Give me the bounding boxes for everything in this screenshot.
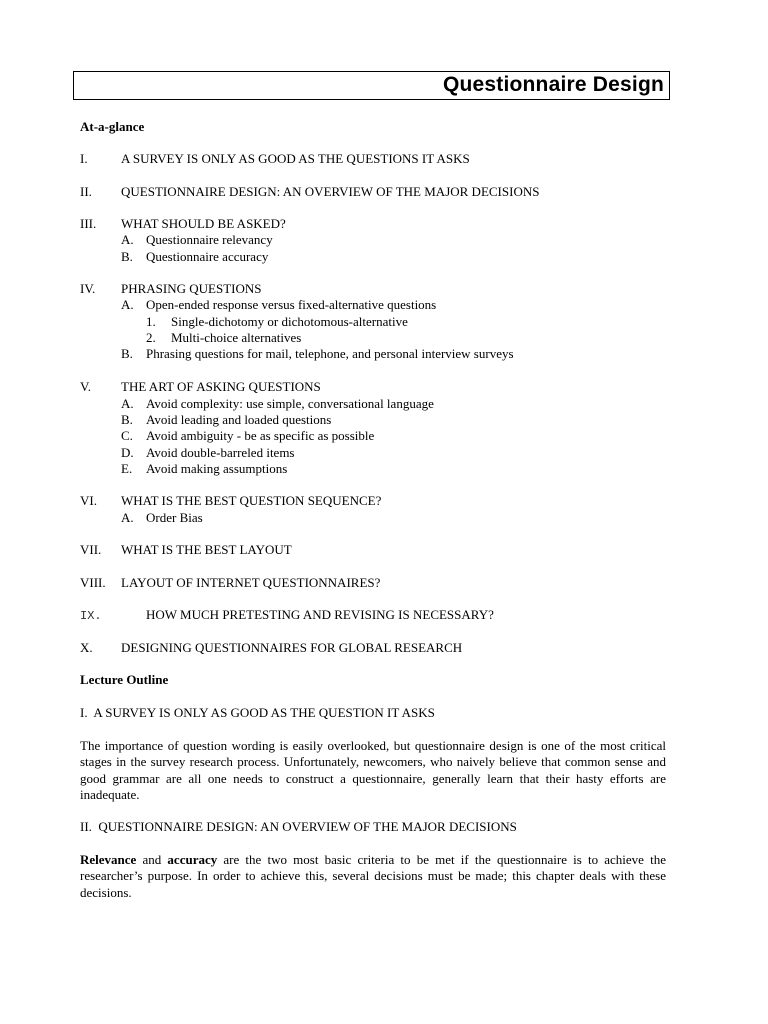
paragraph-text: are the two most basic criteria to be met if the questionnaire is to achieve the researcher’s purpose. In order to achieve this, several decisions must be made; this chapter deals with these decisions.: [80, 852, 666, 900]
sub-item-number: A.: [121, 510, 134, 525]
item-text: HOW MUCH PRETESTING AND REVISING IS NECESSARY?: [146, 607, 494, 622]
sub-sub-item-number: 2.: [146, 330, 156, 345]
section-1-heading: I. A SURVEY IS ONLY AS GOOD AS THE QUESTION IT ASKS: [80, 705, 435, 720]
sub-item-number: E.: [121, 461, 133, 476]
title-box: [73, 71, 670, 100]
sub-item-text: Avoid leading and loaded questions: [146, 412, 332, 427]
item-text: WHAT IS THE BEST LAYOUT: [121, 542, 292, 557]
sub-item-number: A.: [121, 297, 134, 312]
item-text: PHRASING QUESTIONS: [121, 281, 262, 296]
item-text: DESIGNING QUESTIONNAIRES FOR GLOBAL RESEARCH: [121, 640, 463, 655]
item-number: VIII.: [80, 575, 106, 590]
item-text: WHAT SHOULD BE ASKED?: [121, 216, 286, 231]
item-number: I.: [80, 151, 88, 166]
sub-item-number: D.: [121, 445, 134, 460]
item-number: VII.: [80, 542, 102, 557]
bold-term-relevance: Relevance: [80, 852, 137, 867]
sub-item-text: Order Bias: [146, 510, 203, 525]
sub-sub-item-text: Single-dichotomy or dichotomous-alternative: [171, 314, 408, 329]
sub-item-number: B.: [121, 346, 133, 361]
sub-item-number: B.: [121, 412, 133, 427]
sub-item-number: A.: [121, 232, 134, 247]
sub-item-number: B.: [121, 249, 133, 264]
item-text: WHAT IS THE BEST QUESTION SEQUENCE?: [121, 493, 382, 508]
sub-item-text: Avoid double-barreled items: [146, 445, 295, 460]
sub-item-number: A.: [121, 396, 134, 411]
sub-sub-item-number: 1.: [146, 314, 156, 329]
section-2-paragraph: [80, 852, 666, 901]
sub-item-number: C.: [121, 428, 133, 443]
sub-item-text: Avoid making assumptions: [146, 461, 288, 476]
sub-item-text: Phrasing questions for mail, telephone, and personal interview surveys: [146, 346, 514, 361]
item-number: IV.: [80, 281, 96, 296]
item-text: THE ART OF ASKING QUESTIONS: [121, 379, 321, 394]
sub-item-text: Open-ended response versus fixed-alternative questions: [146, 297, 437, 312]
sub-item-text: Avoid ambiguity - be as specific as possible: [146, 428, 375, 443]
item-number: II.: [80, 184, 92, 199]
item-number: VI.: [80, 493, 97, 508]
lecture-outline-heading: Lecture Outline: [80, 672, 169, 687]
sub-item-text: Avoid complexity: use simple, conversational language: [146, 396, 434, 411]
document-title: Questionnaire Design: [442, 73, 664, 96]
sub-item-text: Questionnaire accuracy: [146, 249, 269, 264]
item-text: A SURVEY IS ONLY AS GOOD AS THE QUESTIONS IT ASKS: [121, 151, 470, 166]
bold-term-accuracy: accuracy: [167, 852, 218, 867]
sub-sub-item-text: Multi-choice alternatives: [171, 330, 302, 345]
item-text: LAYOUT OF INTERNET QUESTIONNAIRES?: [121, 575, 381, 590]
item-number: IX.: [80, 609, 102, 623]
sub-item-text: Questionnaire relevancy: [146, 232, 273, 247]
item-number: X.: [80, 640, 93, 655]
paragraph-text: and: [136, 852, 168, 867]
item-number: V.: [80, 379, 91, 394]
item-text: QUESTIONNAIRE DESIGN: AN OVERVIEW OF THE MAJOR DECISIONS: [121, 184, 540, 199]
at-a-glance-heading: At-a-glance: [80, 119, 145, 134]
item-number: III.: [80, 216, 97, 231]
section-1-paragraph: The importance of question wording is easily overlooked, but questionnaire design is one of the most critical stages in the survey research process. Unfortunately, newcomers, who naively believe that common sense and good grammar are all one needs to construct a questionnaire, generally learn that their hasty efforts are inadequate.: [80, 738, 666, 802]
section-2-heading: II. QUESTIONNAIRE DESIGN: AN OVERVIEW OF THE MAJOR DECISIONS: [80, 819, 517, 834]
